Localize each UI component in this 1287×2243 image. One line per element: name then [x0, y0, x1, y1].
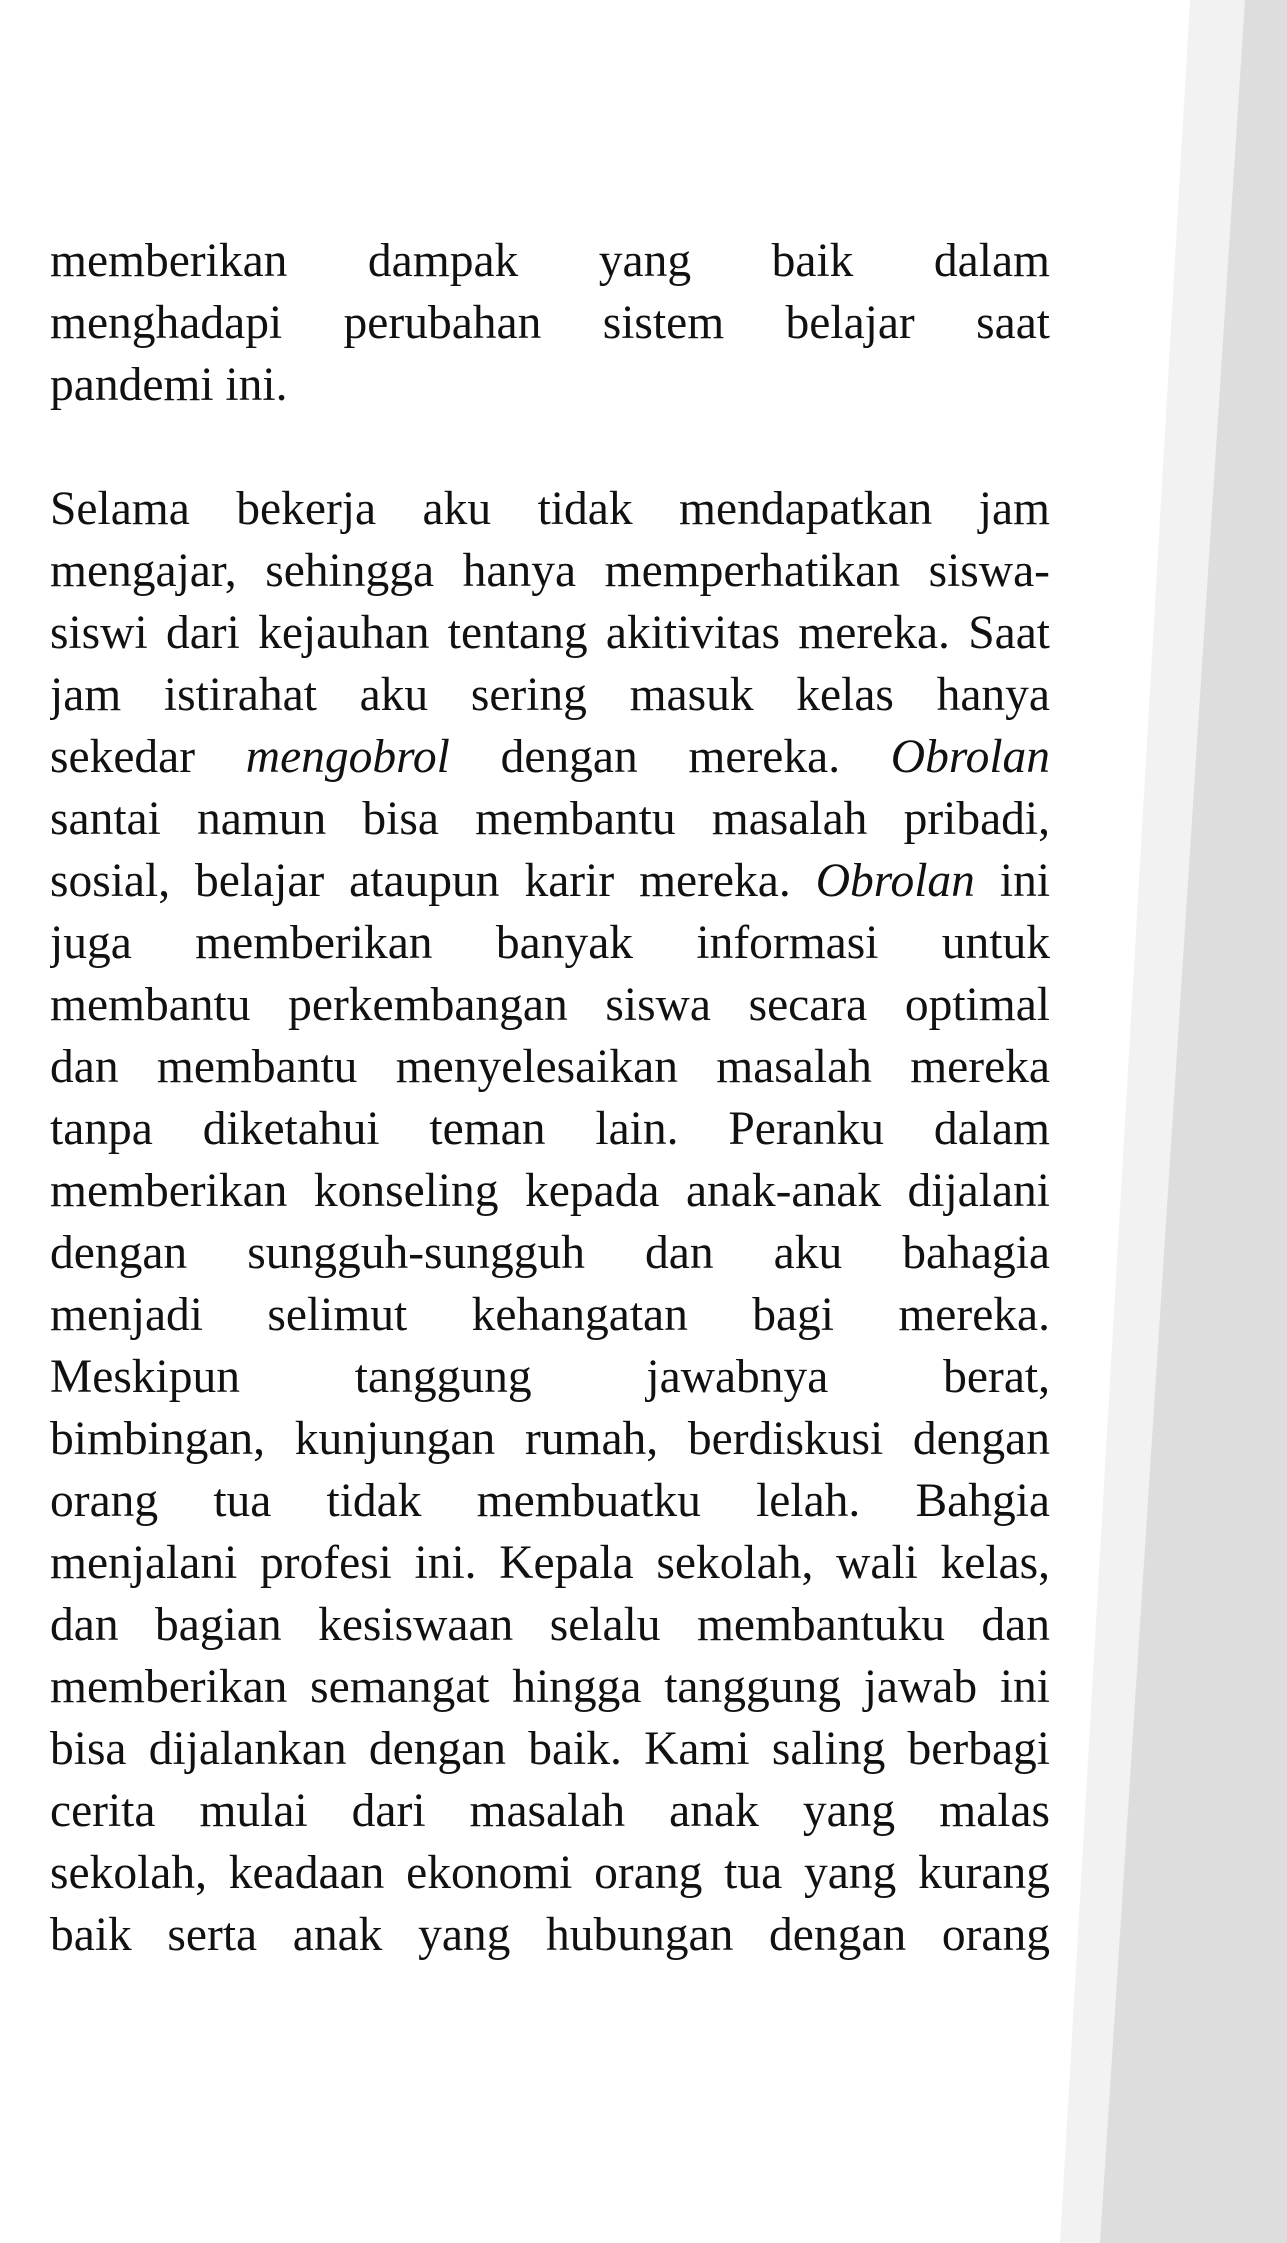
body-text [50, 230, 1050, 1966]
paragraph-spacer [50, 416, 1050, 478]
text-line [50, 850, 1050, 912]
text-line: santai namun bisa membantu masalah pribadi, [50, 793, 1050, 845]
text-line: baik serta anak yang hubungan dengan orang [50, 1909, 1050, 1961]
text-line: sekolah, keadaan ekonomi orang tua yang kurang [50, 1847, 1050, 1899]
text-line [50, 726, 1050, 788]
text-line: menjalani profesi ini. Kepala sekolah, wali kelas, [50, 1537, 1050, 1589]
text-line: dan membantu menyelesaikan masalah mereka [50, 1041, 1050, 1093]
text-line: orang tua tidak membuatku lelah. Bahgia [50, 1475, 1050, 1527]
text-line: membantu perkembangan siswa secara optimal [50, 979, 1050, 1031]
text-line: menghadapi perubahan sistem belajar saat [50, 297, 1050, 349]
text-line: siswi dari kejauhan tentang akitivitas mereka. Saat [50, 607, 1050, 659]
text-line: memberikan semangat hingga tanggung jawab ini [50, 1661, 1050, 1713]
text-segment: sosial, belajar ataupun karir mereka. [50, 855, 791, 907]
paragraph-2 [50, 478, 1050, 1966]
text-line: tanpa diketahui teman lain. Peranku dalam [50, 1103, 1050, 1155]
italic-term: Obrolan [815, 855, 975, 907]
text-line: pandemi ini. [50, 359, 288, 411]
text-line: memberikan dampak yang baik dalam [50, 235, 1050, 287]
text-line: dengan sungguh-sungguh dan aku bahagia [50, 1227, 1050, 1279]
text-line: jam istirahat aku sering masuk kelas hanya [50, 669, 1050, 721]
text-line: bimbingan, kunjungan rumah, berdiskusi dengan [50, 1413, 1050, 1465]
italic-term: Obrolan [890, 731, 1050, 783]
text-segment: sekedar [50, 731, 196, 783]
text-line: menjadi selimut kehangatan bagi mereka. [50, 1289, 1050, 1341]
text-segment: ini [999, 855, 1050, 907]
text-line: bisa dijalankan dengan baik. Kami saling berbagi [50, 1723, 1050, 1775]
text-line: mengajar, sehingga hanya memperhatikan siswa- [50, 545, 1050, 597]
text-line: Selama bekerja aku tidak mendapatkan jam [50, 483, 1050, 535]
italic-term: mengobrol [245, 731, 450, 783]
text-line: juga memberikan banyak informasi untuk [50, 917, 1050, 969]
text-line: memberikan konseling kepada anak-anak dijalani [50, 1165, 1050, 1217]
text-line: dan bagian kesiswaan selalu membantuku dan [50, 1599, 1050, 1651]
paragraph-1 [50, 230, 1050, 416]
text-line: Meskipun tanggung jawabnya berat, [50, 1351, 1050, 1403]
text-line: cerita mulai dari masalah anak yang malas [50, 1785, 1050, 1837]
text-segment: dengan mereka. [500, 731, 841, 783]
